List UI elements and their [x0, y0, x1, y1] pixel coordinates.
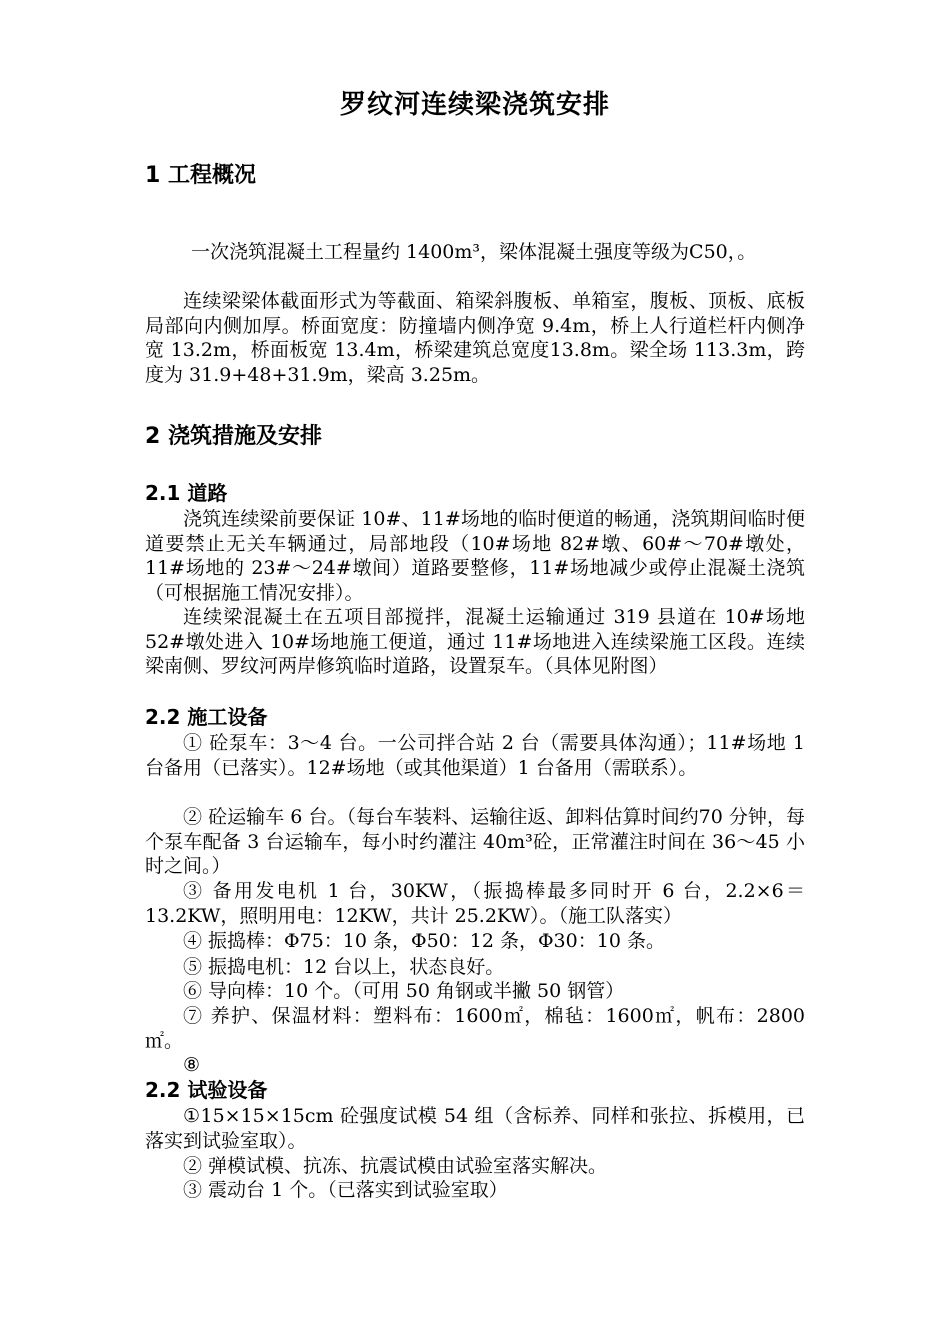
subsection-heading-test-equipment: 2.2 试验设备 — [145, 1078, 268, 1102]
overview-paragraph-1: 一次浇筑混凝土工程量约 1400m³，梁体混凝土强度等级为C50，。 — [191, 241, 757, 263]
document-title: 罗纹河连续梁浇筑安排 — [339, 90, 610, 120]
equipment-item: ⑥ 导向棒：10 个。（可用 50 角钢或半撇 50 钢管） — [183, 980, 625, 1002]
test-equipment-item: ①15×15×15cm 砼强度试模 54 组（含标养、同样和张拉、拆模用，已落实到试验室取）。 — [145, 1105, 805, 1152]
overview-paragraph-2: 连续梁梁体截面形式为等截面、箱梁斜腹板、单箱室，腹板、顶板、底板局部向内侧加厚。桥面宽度：防撞墙内侧净宽 9.4m，桥上人行道栏杆内侧净宽 13.2m，桥面板宽 13.4m，桥梁建筑总宽度13.8m。梁全场 113.3m，跨度为 31.9+48+31.9m，梁高 3.25m。 — [145, 290, 805, 386]
equipment-item: ④ 振捣棒：Φ75：10 条，Φ50：12 条，Φ30：10 条。 — [183, 930, 665, 952]
test-equipment-item: ③ 震动台 1 个。（已落实到试验室取） — [183, 1179, 508, 1201]
equipment-item: ① 砼泵车：3～4 台。一公司拌合站 2 台（需要具体沟通）；11#场地 1 台备用（已落实）。12#场地（或其他渠道）1 台备用（需联系）。 — [145, 732, 805, 779]
road-paragraph-2: 连续梁混凝土在五项目部搅拌，混凝土运输通过 319 县道在 10#场地 52#墩处进入 10#场地施工便道，通过 11#场地进入连续梁施工区段。连续梁南侧、罗纹河两岸修筑临时道路，设置泵车。（具体见附图） — [145, 606, 805, 677]
equipment-item: ⑦ 养护、保温材料：塑料布：1600㎡，棉毡：1600㎡，帆布：2800㎡。 — [145, 1005, 805, 1052]
equipment-item: ⑤ 振捣电机：12 台以上，状态良好。 — [183, 956, 505, 978]
equipment-item: ③ 备用发电机 1 台，30KW，（振捣棒最多同时开 6 台，2.2×6＝13.2KW，照明用电：12KW，共计 25.2KW）。（施工队落实） — [145, 880, 805, 927]
equipment-item: ② 砼运输车 6 台。（每台车装料、运输往返、卸料估算时间约70 分钟，每个泵车配备 3 台运输车，每小时约灌注 40m³砼，正常灌注时间在 36～45 小时之间。） — [145, 806, 805, 877]
equipment-item: ⑧ — [183, 1054, 201, 1076]
subsection-heading-equipment: 2.2 施工设备 — [145, 705, 268, 729]
road-paragraph-1: 浇筑连续梁前要保证 10#、11#场地的临时便道的畅通，浇筑期间临时便道要禁止无关车辆通过，局部地段（10#场地 82#墩、60#～70#墩处，11#场地的 23#～24#墩间）道路要整修，11#场地减少或停止混凝土浇筑（可根据施工情况安排）。 — [145, 508, 805, 604]
subsection-heading-road: 2.1 道路 — [145, 481, 228, 505]
test-equipment-item: ② 弹模试模、抗冻、抗震试模由试验室落实解决。 — [183, 1155, 608, 1177]
section-heading-pouring: 2 浇筑措施及安排 — [145, 424, 322, 449]
section-heading-overview: 1 工程概况 — [145, 163, 256, 188]
